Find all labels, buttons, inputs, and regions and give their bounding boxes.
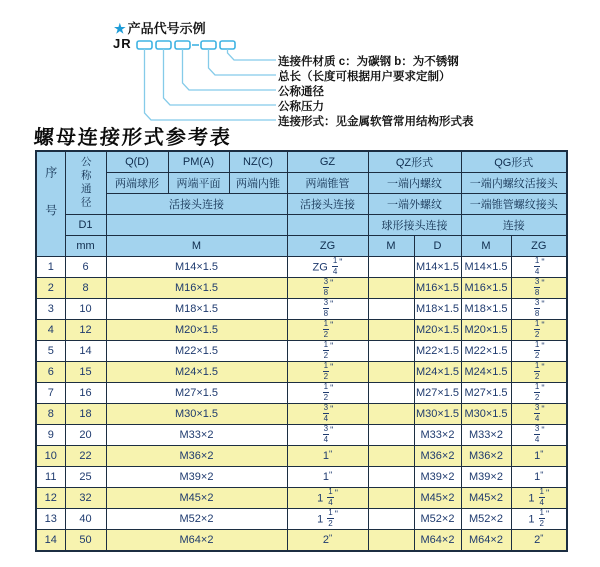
cell: $\frac{1}{2}$ " [287, 362, 368, 383]
cell: $\frac{3}{8}$ " [511, 299, 567, 320]
cell [368, 530, 414, 552]
cell: M24×1.5 [414, 362, 461, 383]
cell: M64×2 [106, 530, 287, 552]
table-row [36, 299, 567, 320]
header-gz-unit: ZG [287, 236, 368, 257]
cell: M39×2 [414, 467, 461, 488]
cell: M30×1.5 [414, 404, 461, 425]
header-qz-sub2: 一端外螺纹 [368, 194, 461, 215]
cell: $\frac{3}{4}$ " [511, 404, 567, 425]
cell [368, 320, 414, 341]
header-q: Q(D) [106, 151, 168, 173]
cell: 3 [36, 299, 65, 320]
cell [368, 383, 414, 404]
leader-line-icon [145, 49, 277, 120]
table-row [36, 467, 567, 488]
header-qg-zg: ZG [511, 236, 567, 257]
table-header [36, 151, 567, 257]
cell: $\frac{1}{4}$ " [511, 257, 567, 278]
cell: $\frac{3}{8}$ " [287, 299, 368, 320]
cell: 14 [65, 341, 106, 362]
cell: 15 [65, 362, 106, 383]
cell: M33×2 [461, 425, 511, 446]
label-connection-form: 连接形式：见金属软管常用结构形式表 [278, 116, 474, 128]
cell: M27×1.5 [106, 383, 287, 404]
cell: $\frac{3}{4}$ " [287, 425, 368, 446]
cell: M24×1.5 [106, 362, 287, 383]
header-blank-gz [287, 215, 368, 236]
cell: M20×1.5 [106, 320, 287, 341]
cell: M36×2 [414, 446, 461, 467]
cell: 16 [65, 383, 106, 404]
header-seq: 序号 [36, 151, 65, 257]
table-row [36, 341, 567, 362]
header-nz: NZ(C) [229, 151, 287, 173]
table-row [36, 320, 567, 341]
cell: M20×1.5 [461, 320, 511, 341]
cell: 25 [65, 467, 106, 488]
header-qg-sub2: 一端锥管螺纹接头 [461, 194, 567, 215]
diagram-heading [114, 18, 206, 37]
table-row [36, 362, 567, 383]
cell: 1" [511, 467, 567, 488]
nut-connection-table-wrap [35, 150, 568, 552]
header-nz-sub: 两端内锥 [229, 173, 287, 194]
cell [368, 299, 414, 320]
header-pm-sub: 两端平面 [168, 173, 229, 194]
cell: ZG $\frac{1}{4}$ " [287, 257, 368, 278]
header-mm: mm [65, 236, 106, 257]
cell [368, 488, 414, 509]
cell: M45×2 [461, 488, 511, 509]
label-nominal-pressure: 公称压力 [278, 101, 324, 113]
cell: 1 $\frac{1}{4}$ " [287, 488, 368, 509]
cell [368, 467, 414, 488]
cell: 1" [287, 467, 368, 488]
cell: 20 [65, 425, 106, 446]
cell: 22 [65, 446, 106, 467]
cell: 5 [36, 341, 65, 362]
cell: 11 [36, 467, 65, 488]
cell: 1 $\frac{1}{4}$ " [511, 488, 567, 509]
cell: 12 [36, 488, 65, 509]
cell: 6 [36, 362, 65, 383]
header-qz-sub1: 一端内螺纹 [368, 173, 461, 194]
cell: $\frac{3}{8}$ " [287, 278, 368, 299]
cell: 8 [65, 278, 106, 299]
star-icon: ★ [114, 21, 126, 36]
cell: 50 [65, 530, 106, 552]
header-left-unit: M [106, 236, 287, 257]
table-row [36, 425, 567, 446]
table-title: 螺母连接形式参考表 [33, 125, 233, 149]
cell: 6 [65, 257, 106, 278]
cell: $\frac{1}{2}$ " [511, 362, 567, 383]
cell: $\frac{3}{4}$ " [511, 425, 567, 446]
cell: 1 [36, 257, 65, 278]
cell [368, 425, 414, 446]
table-row [36, 446, 567, 467]
cell: 32 [65, 488, 106, 509]
label-material: 连接件材质 c：为碳钢 b：为不锈钢 [278, 56, 459, 68]
table-row [36, 530, 567, 552]
label-nominal-diameter: 公称通径 [278, 86, 324, 98]
cell: $\frac{3}{4}$ " [287, 404, 368, 425]
label-total-length: 总长（长度可根据用户要求定制） [278, 71, 451, 83]
cell: $\frac{3}{8}$ " [511, 278, 567, 299]
cell: 4 [36, 320, 65, 341]
header-gz: GZ [287, 151, 368, 173]
cell: M64×2 [461, 530, 511, 552]
cell: M33×2 [106, 425, 287, 446]
table-row [36, 509, 567, 530]
cell: M14×1.5 [414, 257, 461, 278]
cell [368, 362, 414, 383]
cell: M16×1.5 [461, 278, 511, 299]
cell: M14×1.5 [106, 257, 287, 278]
table-row [36, 383, 567, 404]
cell [368, 509, 414, 530]
cell: $\frac{1}{2}$ " [287, 320, 368, 341]
cell [368, 278, 414, 299]
header-qz-conn: 球形接头连接 [368, 215, 461, 236]
cell: 1 $\frac{1}{2}$ " [287, 509, 368, 530]
cell: M22×1.5 [414, 341, 461, 362]
cell: 9 [36, 425, 65, 446]
cell: M36×2 [461, 446, 511, 467]
header-nominal: 公称通径 [65, 151, 106, 215]
cell: M30×1.5 [461, 404, 511, 425]
cell: M27×1.5 [414, 383, 461, 404]
header-qz-d: D [414, 236, 461, 257]
cell: 1 $\frac{1}{2}$ " [511, 509, 567, 530]
cell: M14×1.5 [461, 257, 511, 278]
cell: M39×2 [461, 467, 511, 488]
cell: 2 [36, 278, 65, 299]
table-row [36, 278, 567, 299]
header-qg-sub1: 一端内螺纹活接头 [461, 173, 567, 194]
cell: 1" [287, 446, 368, 467]
cell [368, 257, 414, 278]
cell: 40 [65, 509, 106, 530]
cell: M20×1.5 [414, 320, 461, 341]
header-qg: QG形式 [461, 151, 567, 173]
cell: 12 [65, 320, 106, 341]
table-row [36, 404, 567, 425]
cell: M24×1.5 [461, 362, 511, 383]
header-blank-left [106, 215, 287, 236]
table-row [36, 488, 567, 509]
cell: M52×2 [106, 509, 287, 530]
header-pm: PM(A) [168, 151, 229, 173]
table-body [36, 257, 567, 552]
cell: M52×2 [461, 509, 511, 530]
header-d1: D1 [65, 215, 106, 236]
cell: $\frac{1}{2}$ " [287, 383, 368, 404]
cell: M18×1.5 [414, 299, 461, 320]
cell: M36×2 [106, 446, 287, 467]
cell: 2" [287, 530, 368, 552]
cell: 10 [65, 299, 106, 320]
diagram-heading-text: 产品代号示例 [127, 21, 206, 36]
header-qz-m: M [368, 236, 414, 257]
cell: 10 [36, 446, 65, 467]
header-gz-sub: 两端锥管 [287, 173, 368, 194]
cell: M45×2 [414, 488, 461, 509]
cell [368, 404, 414, 425]
cell: 13 [36, 509, 65, 530]
header-gz-conn: 活接头连接 [287, 194, 368, 215]
cell: 18 [65, 404, 106, 425]
code-box-icon [137, 41, 235, 49]
header-qz: QZ形式 [368, 151, 461, 173]
cell: M22×1.5 [106, 341, 287, 362]
table-row [36, 257, 567, 278]
cell [368, 446, 414, 467]
header-left-conn: 活接头连接 [106, 194, 287, 215]
cell [368, 341, 414, 362]
cell: M18×1.5 [106, 299, 287, 320]
cell: 1" [511, 446, 567, 467]
cell: M30×1.5 [106, 404, 287, 425]
cell: M39×2 [106, 467, 287, 488]
header-qg-m: M [461, 236, 511, 257]
cell: 14 [36, 530, 65, 552]
cell: $\frac{1}{2}$ " [511, 320, 567, 341]
header-q-sub: 两端球形 [106, 173, 168, 194]
cell: M52×2 [414, 509, 461, 530]
product-code-prefix: JR [113, 36, 132, 51]
cell: $\frac{1}{2}$ " [511, 383, 567, 404]
header-qg-conn: 连接 [461, 215, 567, 236]
cell: M18×1.5 [461, 299, 511, 320]
cell: M22×1.5 [461, 341, 511, 362]
cell: $\frac{1}{2}$ " [511, 341, 567, 362]
nut-connection-table [35, 150, 568, 552]
cell: M16×1.5 [414, 278, 461, 299]
cell: 2" [511, 530, 567, 552]
cell: M27×1.5 [461, 383, 511, 404]
cell: M16×1.5 [106, 278, 287, 299]
cell: M64×2 [414, 530, 461, 552]
cell: M33×2 [414, 425, 461, 446]
product-code-diagram [0, 0, 600, 132]
cell: M45×2 [106, 488, 287, 509]
cell: 8 [36, 404, 65, 425]
cell: 7 [36, 383, 65, 404]
cell: $\frac{1}{2}$ " [287, 341, 368, 362]
